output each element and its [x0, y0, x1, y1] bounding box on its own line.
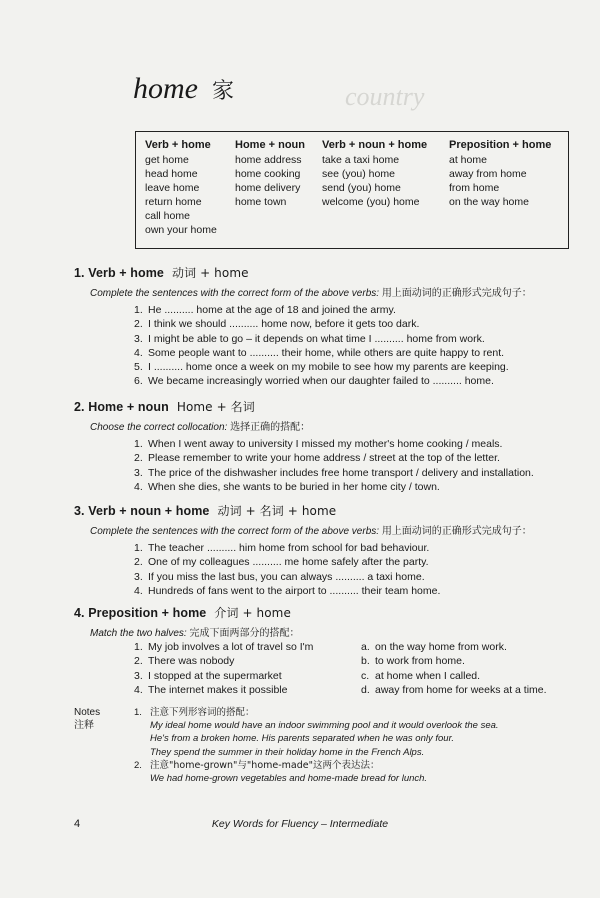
title-word: home — [133, 72, 198, 105]
collocation-item: get home — [145, 154, 189, 166]
collocation-column — [322, 138, 427, 209]
collocation-item: send (you) home — [322, 182, 401, 194]
exercise-list — [134, 303, 574, 389]
note-example: They spend the summer in their holiday home in the French Alps. — [150, 746, 425, 758]
column-heading: Verb + home — [145, 139, 211, 151]
collocation-item: away from home — [449, 168, 527, 180]
note-examples — [134, 772, 574, 785]
collocation-column — [145, 138, 217, 237]
match-row: 3. I stopped at the supermarket c. at home when I called. — [134, 669, 481, 682]
collocation-item: own your home — [145, 224, 217, 236]
list-item: 4. Hundreds of fans went to the airport to .......... their team home. — [134, 584, 441, 597]
exercise-section-3 — [74, 502, 574, 598]
list-item: 3. If you miss the last bus, you can always .......... a taxi home. — [134, 570, 425, 583]
collocation-item: at home — [449, 154, 487, 166]
section-title-cn: 动词 + 名词 + home — [217, 504, 337, 518]
section-title: 1. Verb + home — [74, 266, 164, 280]
note-examples — [134, 719, 574, 759]
list-item: 3. The price of the dishwasher includes free home transport / delivery and installation. — [134, 466, 534, 479]
list-item: 4. When she dies, she wants to be buried in her home city / town. — [134, 480, 440, 493]
exercise-section-2 — [74, 398, 574, 494]
section-instruction-cn: 用上面动词的正确形式完成句子： — [381, 526, 532, 537]
list-item: 2. One of my colleagues .......... me home safely after the party. — [134, 556, 429, 569]
exercise-list — [134, 437, 574, 494]
collocation-item: home town — [235, 196, 287, 208]
column-heading: Verb + noun + home — [322, 139, 428, 151]
list-item: 1. He .......... home at the age of 18 and joined the army. — [134, 304, 396, 316]
collocation-item: from home — [449, 182, 500, 194]
collocation-item: take a taxi home — [322, 154, 400, 166]
section-instruction: Choose the correct collocation: — [90, 422, 231, 433]
section-title: 4. Preposition + home — [74, 606, 207, 620]
exercise-section-4 — [74, 604, 574, 639]
notes-block: 1. 注意下列形容词的搭配： My ideal home would have an indoor swimming pool and it would overlook the sea. He's from a broken home. His parents separated when he was only four. They spend the summer in their holiday home in the French Alps. 2. 注意"home-grown"与"home-made"这两个表达法： We had home-grown vegetables and home-made bread for lunch. — [134, 706, 574, 785]
list-item: 1. When I went away to university I missed my mother's home cooking / meals. — [134, 438, 503, 450]
exercise-list — [134, 541, 574, 598]
column-heading: Preposition + home — [449, 139, 552, 151]
section-title-cn: 动词 + home — [171, 266, 249, 280]
collocation-item: welcome (you) home — [322, 196, 420, 208]
note-example: My ideal home would have an indoor swimming pool and it would overlook the sea. — [150, 720, 499, 732]
match-row: 2. There was nobody b. to work from home. — [134, 655, 465, 668]
book-title: Key Words for Fluency – Intermediate — [211, 818, 389, 830]
matching-exercise — [134, 640, 574, 697]
section-instruction: Complete the sentences with the correct form of the above verbs: — [90, 526, 382, 537]
note-title: 注意"home-grown"与"home-made"这两个表达法： — [150, 759, 380, 771]
list-item: 2. I think we should .......... home now, before it gets too dark. — [134, 318, 420, 331]
collocation-column — [449, 138, 551, 209]
list-item: 2. Please remember to write your home address / street at the top of the letter. — [134, 452, 500, 465]
note-example: We had home-grown vegetables and home-made bread for lunch. — [150, 773, 428, 785]
collocation-item: on the way home — [449, 196, 529, 208]
section-title-cn: Home + 名词 — [176, 400, 255, 414]
collocation-item: home delivery — [235, 182, 301, 194]
title-chinese: 家 — [211, 79, 234, 104]
notes-label: Notes 注释 — [74, 707, 101, 731]
exercise-section-1 — [74, 264, 574, 389]
collocation-item: head home — [145, 168, 198, 180]
section-instruction-cn: 选择正确的搭配： — [230, 422, 311, 433]
list-item: 6. We became increasingly worried when our daughter failed to .......... home. — [134, 375, 494, 388]
collocation-box — [135, 131, 569, 249]
show-through-text: country — [345, 82, 425, 111]
column-heading: Home + noun — [235, 139, 305, 151]
list-item: 4. Some people want to .......... their home, while others are quite happy to rent. — [134, 346, 505, 359]
section-title-cn: 介词 + home — [214, 606, 291, 620]
section-instruction-cn: 完成下面两部分的搭配： — [189, 628, 300, 639]
note-example: He's from a broken home. His parents separated when he was only four. — [150, 733, 455, 745]
collocation-item: see (you) home — [322, 168, 395, 180]
collocation-item: home address — [235, 154, 302, 166]
section-instruction: Match the two halves: — [90, 628, 190, 639]
list-item: 3. I might be able to go – it depends on what time I .......... home from work. — [134, 332, 485, 345]
section-instruction-cn: 用上面动词的正确形式完成句子： — [381, 288, 532, 299]
section-title: 3. Verb + noun + home — [74, 504, 210, 518]
match-row: 4. The internet makes it possible d. away from home for weeks at a time. — [134, 683, 547, 696]
collocation-item: leave home — [145, 182, 200, 194]
list-item: 1. The teacher .......... him home from school for bad behaviour. — [134, 542, 430, 554]
collocation-item: home cooking — [235, 168, 301, 180]
note-title: 注意下列形容词的搭配： — [150, 707, 255, 718]
collocation-item: call home — [145, 210, 190, 222]
list-item: 5. I .......... home once a week on my mobile to see how my parents are keeping. — [134, 361, 509, 374]
collocation-item: return home — [145, 196, 202, 208]
page-title — [133, 72, 234, 106]
collocation-column — [235, 138, 305, 209]
section-title: 2. Home + noun — [74, 400, 169, 414]
match-row: 1. My job involves a lot of travel so I'm a. on the way home from work. — [134, 641, 507, 653]
section-instruction: Complete the sentences with the correct form of the above verbs: — [90, 288, 382, 299]
page-number: 4 — [74, 818, 81, 830]
